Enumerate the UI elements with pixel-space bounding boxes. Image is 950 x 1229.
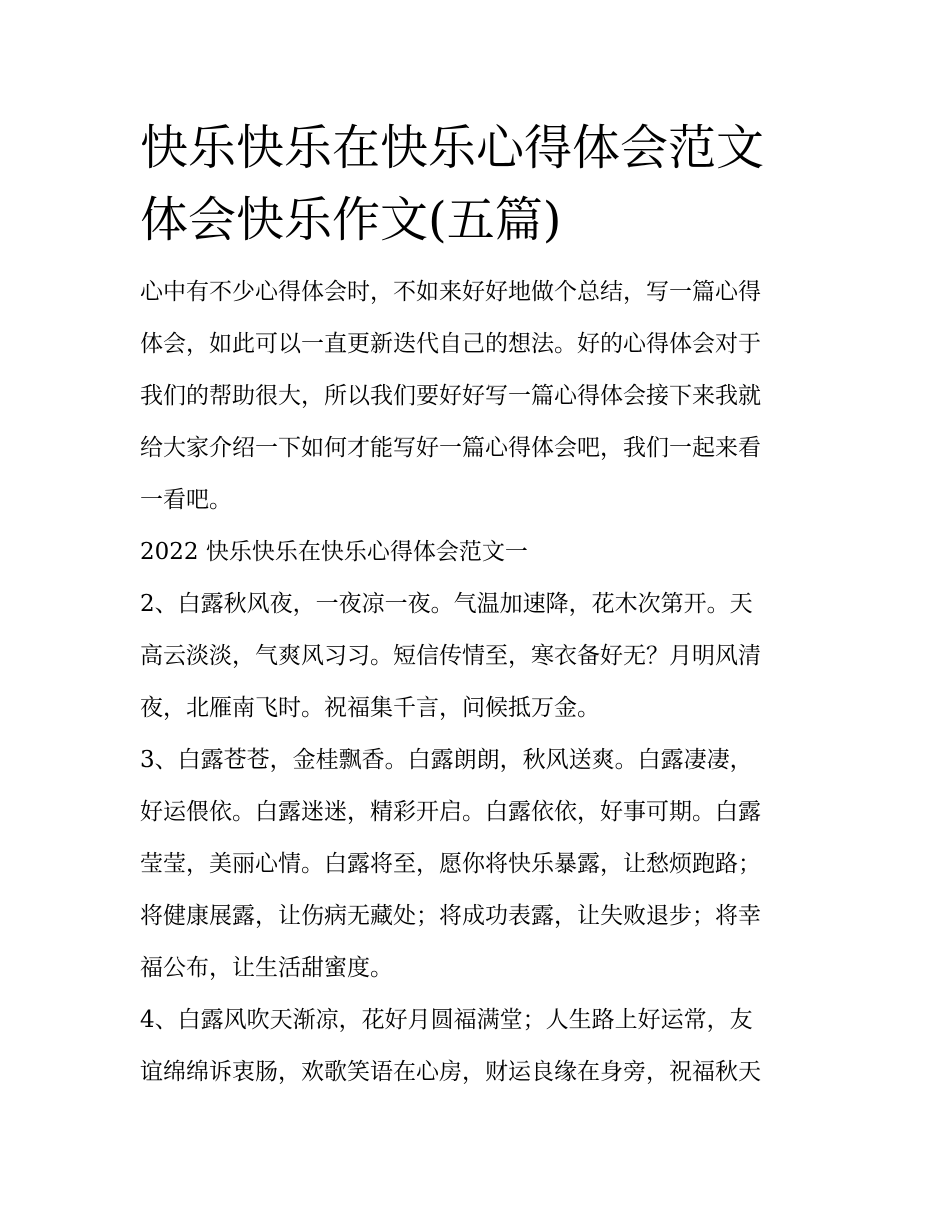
- intro-paragraph: [140, 266, 815, 526]
- title-line: 体会快乐作文(五篇): [140, 192, 562, 248]
- text-line: 福公布，让生活甜蜜度。: [140, 955, 393, 981]
- item-paragraph-2: [140, 578, 815, 734]
- text-line: 莹莹，美丽心情。白露将至，愿你将快乐暴露，让愁烦跑路；: [140, 851, 761, 877]
- text-line: 将健康展露，让伤病无藏处；将成功表露，让失败退步；将幸: [140, 903, 761, 929]
- title-line: 快乐快乐在快乐心得体会范文: [140, 120, 765, 176]
- text-line: 夜，北雁南飞时。祝福集千言，问候抵万金。: [140, 695, 600, 721]
- text-line: 高云淡淡，气爽风习习。短信传情至，寒衣备好无？月明风清: [140, 643, 761, 669]
- section-heading: [140, 526, 815, 578]
- item-paragraph-4: [140, 994, 815, 1098]
- item-paragraph-3: [140, 734, 815, 994]
- text-line: 给大家介绍一下如何才能写好一篇心得体会吧，我们一起来看: [140, 435, 761, 461]
- document-body: [140, 112, 815, 1098]
- text-line: 心中有不少心得体会时，不如来好好地做个总结，写一篇心得: [140, 279, 761, 305]
- text-line: 一看吧。: [140, 487, 232, 513]
- text-line: 4、白露风吹天渐凉，花好月圆福满堂；人生路上好运常，友: [140, 1007, 753, 1033]
- text-line: 体会，如此可以一直更新迭代自己的想法。好的心得体会对于: [140, 331, 761, 357]
- text-line: 好运偎依。白露迷迷，精彩开启。白露依依，好事可期。白露: [140, 799, 761, 825]
- text-line: 2、白露秋风夜，一夜凉一夜。气温加速降，花木次第开。天: [140, 591, 753, 617]
- document-title: [140, 112, 815, 256]
- text-line: 谊绵绵诉衷肠，欢歌笑语在心房，财运良缘在身旁，祝福秋天: [140, 1059, 761, 1085]
- text-line: 我们的帮助很大，所以我们要好好写一篇心得体会接下来我就: [140, 383, 761, 409]
- text-line: 3、白露苍苍，金桂飘香。白露朗朗，秋风送爽。白露凄凄，: [140, 747, 753, 773]
- text-line: 2022 快乐快乐在快乐心得体会范文一: [140, 539, 528, 565]
